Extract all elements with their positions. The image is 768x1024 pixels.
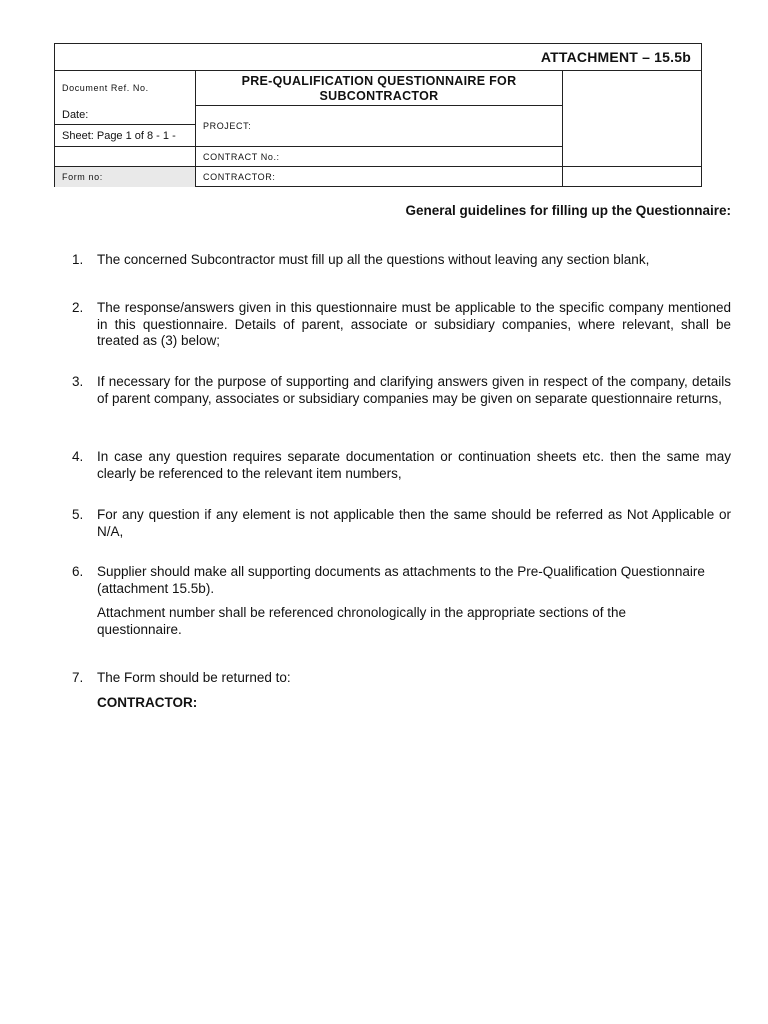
item-text: In case any question requires separate documentation or continuation sheets etc. then the same may clearly be referenced to the relevant item numbers, [97,449,731,481]
item-number: 6. [72,564,84,579]
divider [562,70,563,186]
item-number: 3. [72,374,84,389]
sheet-label: Sheet: Page 1 of 8 - 1 - [62,129,176,142]
contract-no-label: CONTRACT No.: [203,151,280,162]
item-number: 2. [72,300,84,315]
project-label: PROJECT: [203,121,252,131]
item-note: Attachment number shall be referenced chronologically in the appropriate sections of the questionnaire. [97,605,627,637]
item-number: 4. [72,449,84,464]
contractor-label: CONTRACTOR: [203,172,276,182]
item-text: Supplier should make all supporting documents as attachments to the Pre-Qualification Questionnaire (attachment 15.5b). [97,564,705,596]
item-note: CONTRACTOR: [97,695,198,710]
header-table [54,43,702,187]
date-label: Date: [62,108,89,121]
item-text: For any question if any element is not applicable then the same should be referred as Not Applicable or N/A, [97,507,731,539]
page-title: PRE-QUALIFICATION QUESTIONNAIRE FOR SUBCONTRACTOR [241,74,517,103]
item-number: 1. [72,252,84,267]
item-text: If necessary for the purpose of supporting and clarifying answers given in respect of the company, details of parent company, associates or subsidiary companies may be given on separate questionnaire returns, [97,374,731,406]
item-text: The concerned Subcontractor must fill up all the questions without leaving any section blank, [97,252,650,267]
form-no-label: Form no: [55,167,195,187]
item-text: The response/answers given in this questionnaire must be applicable to the specific company mentioned in this questionnaire. Details of parent, associate or subsidiary companies, where relevant, shall be treated as (3) below; [97,300,731,348]
attachment-number: ATTACHMENT – 15.5b [540,49,691,65]
item-number: 7. [72,670,84,685]
guidelines-heading: General guidelines for filling up the Questionnaire: [405,203,731,218]
document-ref-label: Document Ref. No. [62,83,149,93]
item-number: 5. [72,507,84,522]
item-text: The Form should be returned to: [97,670,291,685]
